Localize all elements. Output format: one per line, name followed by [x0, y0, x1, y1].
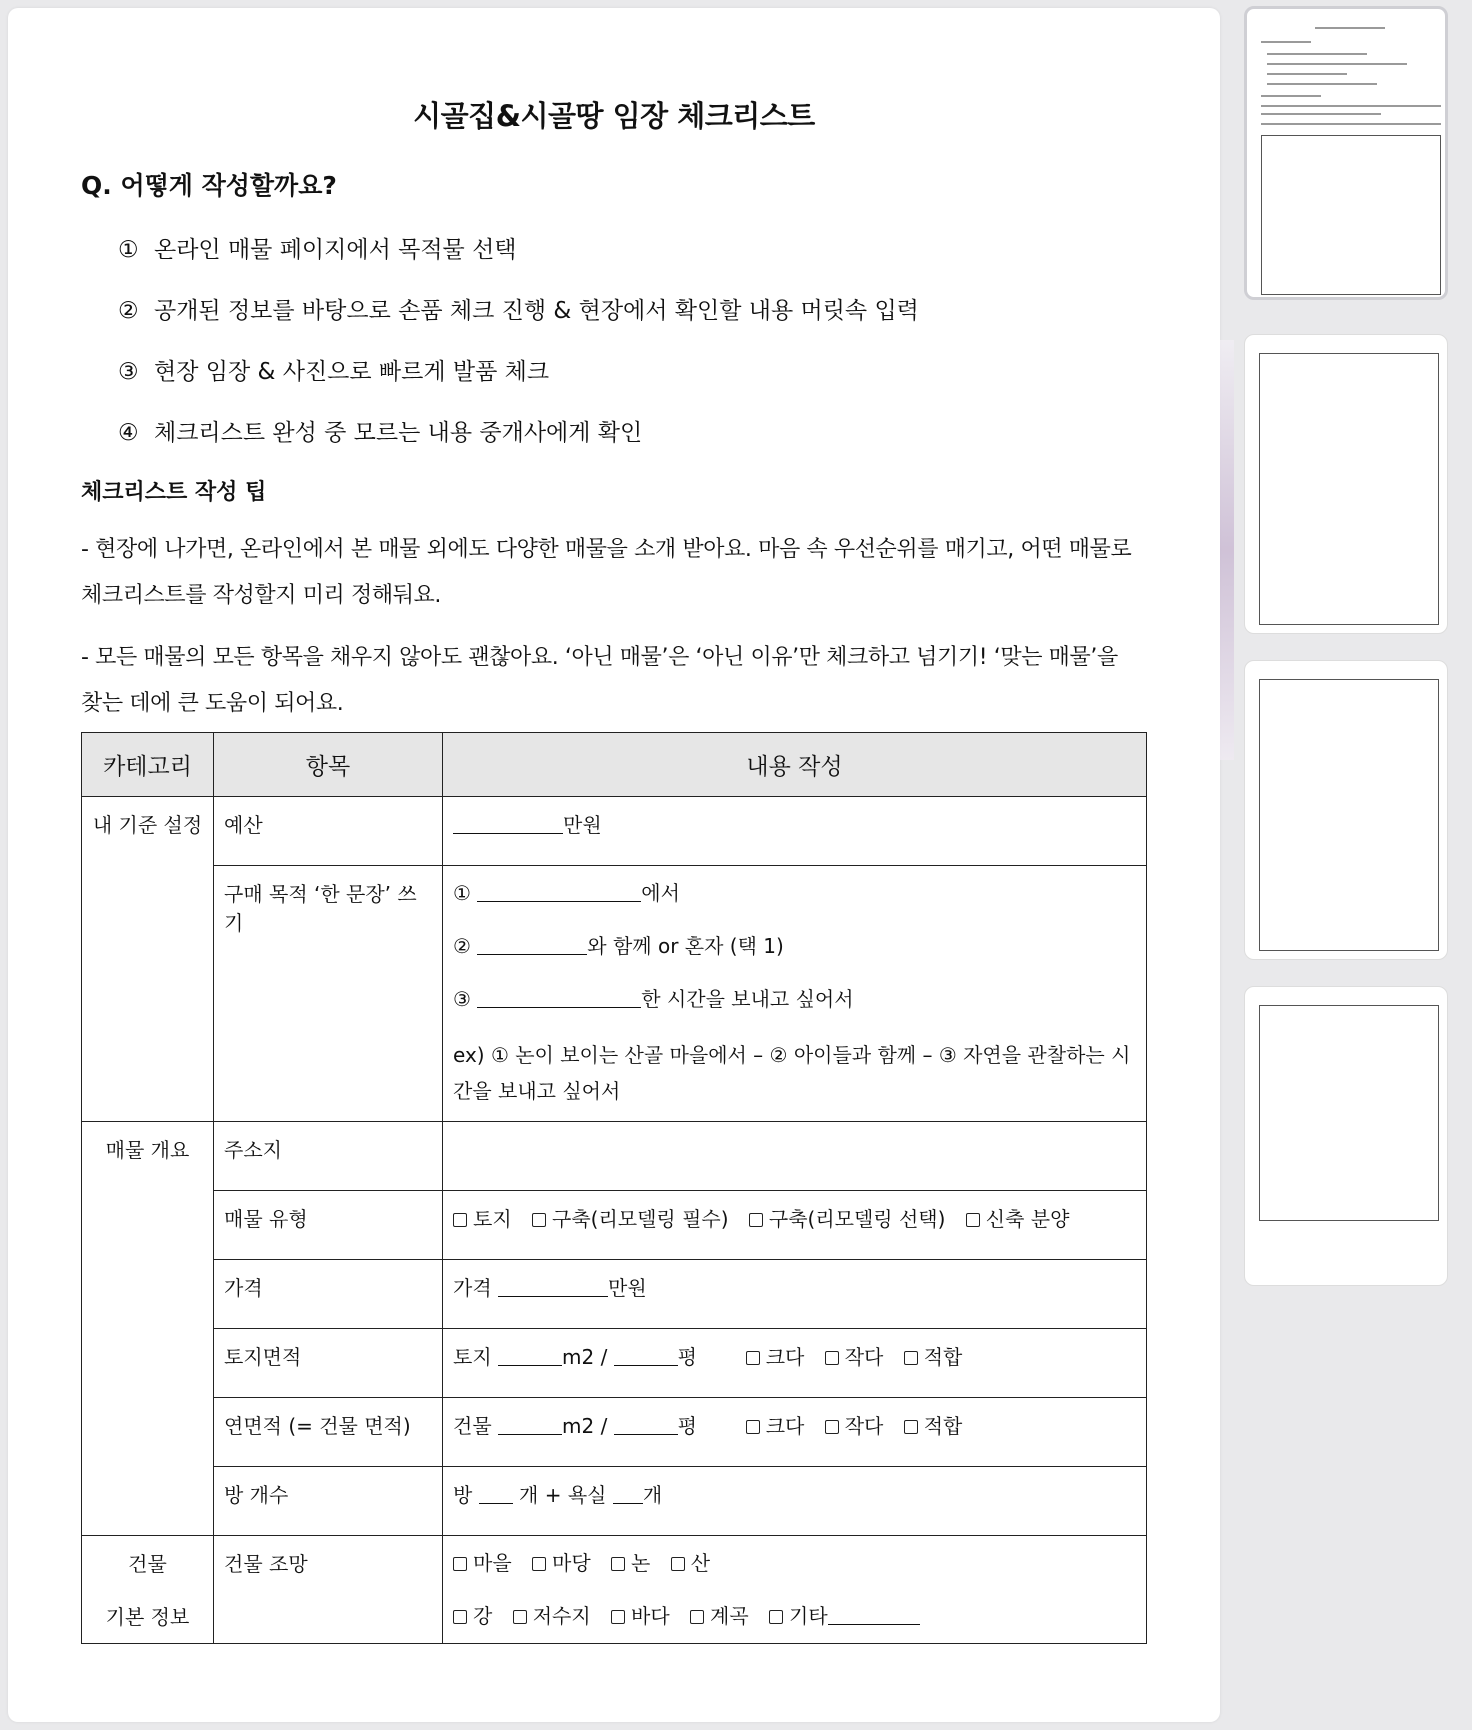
purpose-line-1: [453, 878, 1136, 908]
line-text: 와 함께 or 혼자 (택 1): [587, 934, 784, 958]
table-row: [82, 1329, 1147, 1398]
category-cell: 내 기준 설정: [82, 797, 214, 1122]
blank-field[interactable]: [479, 1482, 513, 1504]
table-row: [82, 1536, 1147, 1644]
blank-field[interactable]: [477, 986, 641, 1008]
content-cell: [443, 1191, 1147, 1260]
checkbox[interactable]: [746, 1351, 760, 1365]
step-2: [118, 292, 919, 325]
step-number: ①: [118, 237, 139, 263]
table-row: [82, 1122, 1147, 1191]
checkbox[interactable]: [749, 1213, 763, 1227]
step-4: [118, 414, 642, 447]
step-text: 공개된 정보를 바탕으로 손품 체크 진행 & 현장에서 확인할 내용 머릿속 입력: [154, 298, 919, 324]
step-number: ③: [118, 359, 139, 385]
item-cell: 예산: [214, 797, 443, 866]
document-page: [8, 8, 1220, 1722]
circled-number: ①: [453, 881, 471, 905]
content-cell[interactable]: [443, 866, 1147, 1122]
page-thumbnails-panel: [1240, 0, 1472, 1730]
step-text: 현장 임장 & 사진으로 빠르게 발품 체크: [154, 359, 550, 385]
option-label: 적합: [923, 1414, 963, 1438]
checkbox[interactable]: [611, 1610, 625, 1624]
option-label: 구축(리모델링 필수): [552, 1207, 729, 1231]
blank-field[interactable]: [477, 933, 587, 955]
question-heading: Q. 어떻게 작성할까요?: [81, 171, 337, 200]
checkbox[interactable]: [611, 1557, 625, 1571]
table-row: [82, 1467, 1147, 1536]
checkbox[interactable]: [453, 1610, 467, 1624]
content-cell: [443, 1536, 1147, 1644]
unit-text: 평: [677, 1414, 697, 1438]
checkbox[interactable]: [825, 1420, 839, 1434]
option-label: 산: [690, 1551, 711, 1575]
item-cell: 토지면적: [214, 1329, 443, 1398]
table-row: [82, 866, 1147, 1122]
checkbox[interactable]: [966, 1213, 980, 1227]
page-thumbnail-1[interactable]: [1244, 6, 1448, 300]
item-cell: 구매 목적 ‘한 문장’ 쓰기: [214, 866, 443, 1122]
content-cell[interactable]: [443, 1260, 1147, 1329]
checkbox[interactable]: [513, 1610, 527, 1624]
option-label: 논: [631, 1551, 651, 1575]
tip-1: - 현장에 나가면, 온라인에서 본 매물 외에도 다양한 매물을 소개 받아요. 마음 속 우선순위를 매기고, 어떤 매물로 체크리스트를 작성할지 미리 정해둬요.: [81, 537, 1132, 608]
purpose-line-3: [453, 984, 1136, 1014]
category-line-1: 건물: [128, 1552, 167, 1576]
step-text: 체크리스트 완성 중 모르는 내용 중개사에게 확인: [154, 420, 643, 446]
line-text: 개 + 욕실: [519, 1483, 607, 1507]
step-1: [118, 231, 517, 264]
blank-field[interactable]: [477, 880, 641, 902]
checkbox[interactable]: [453, 1213, 467, 1227]
blank-field[interactable]: [613, 1482, 643, 1504]
purpose-line-2: [453, 931, 1136, 961]
thumbnail-preview: [1253, 343, 1439, 625]
blank-field[interactable]: [498, 1344, 562, 1366]
line-text: 에서: [641, 881, 680, 905]
step-number: ④: [118, 420, 139, 446]
table-row: [82, 797, 1147, 866]
item-cell: 주소지: [214, 1122, 443, 1191]
option-label: 계곡: [710, 1604, 749, 1628]
blank-field[interactable]: [498, 1275, 608, 1297]
item-cell: 가격: [214, 1260, 443, 1329]
option-label: 저수지: [532, 1604, 591, 1628]
option-label: 마당: [552, 1551, 591, 1575]
option-label: 강: [473, 1604, 493, 1628]
tips-heading: 체크리스트 작성 팁: [81, 480, 267, 505]
option-label: 적합: [923, 1345, 963, 1369]
checkbox[interactable]: [769, 1610, 783, 1624]
checklist-table: [81, 732, 1147, 1644]
header-item: 항목: [214, 733, 443, 797]
thumbnail-preview: [1255, 17, 1437, 289]
circled-number: ③: [453, 987, 471, 1011]
content-cell[interactable]: [443, 1122, 1147, 1191]
content-cell[interactable]: [443, 797, 1147, 866]
option-label: 토지: [473, 1207, 512, 1231]
circled-number: ②: [453, 934, 471, 958]
option-label: 구축(리모델링 선택): [768, 1207, 946, 1231]
item-cell: 매물 유형: [214, 1191, 443, 1260]
unit-text: 개: [642, 1483, 663, 1507]
option-label: 작다: [844, 1414, 884, 1438]
option-label: 신축 분양: [985, 1207, 1070, 1231]
checkbox[interactable]: [532, 1557, 546, 1571]
unit-text: 평: [677, 1345, 697, 1369]
line-text: 건물: [453, 1414, 492, 1438]
blank-field[interactable]: [828, 1603, 920, 1625]
view-options-row-2: [453, 1601, 1136, 1631]
option-label: 크다: [765, 1414, 805, 1438]
divider-glow: [1220, 340, 1234, 760]
tip-2: - 모든 매물의 모든 항목을 채우지 않아도 괜찮아요. ‘아닌 매물’은 ‘아닌 이유’만 체크하고 넘기기! ‘맞는 매물’을 찾는 데에 큰 도움이 되어요.: [81, 645, 1118, 716]
thumbnail-preview: [1253, 669, 1439, 951]
option-label: 작다: [844, 1345, 884, 1369]
checkbox[interactable]: [690, 1610, 704, 1624]
checkbox[interactable]: [532, 1213, 546, 1227]
step-number: ②: [118, 298, 139, 324]
line-text: 한 시간을 보내고 싶어서: [641, 987, 854, 1011]
view-options-row-1: [453, 1548, 1136, 1578]
checkbox[interactable]: [904, 1420, 918, 1434]
header-category: 카테고리: [82, 733, 214, 797]
option-label: 크다: [765, 1345, 805, 1369]
category-cell: [82, 1536, 214, 1644]
content-cell[interactable]: [443, 1467, 1147, 1536]
item-cell: 방 개수: [214, 1467, 443, 1536]
table-row: [82, 1260, 1147, 1329]
line-text: 토지: [453, 1345, 492, 1369]
checkbox[interactable]: [825, 1351, 839, 1365]
thumbnail-preview: [1253, 995, 1439, 1277]
unit-text: 만원: [563, 813, 602, 837]
document-title: 시골집&시골땅 임장 체크리스트: [413, 99, 815, 133]
unit-text: 만원: [608, 1276, 647, 1300]
header-content: 내용 작성: [443, 733, 1147, 797]
blank-field[interactable]: [614, 1413, 678, 1435]
checkbox[interactable]: [671, 1557, 685, 1571]
category-line-2: 기본 정보: [105, 1605, 190, 1629]
blank-field[interactable]: [614, 1344, 678, 1366]
table-row: [82, 1191, 1147, 1260]
option-label: 기타: [789, 1604, 828, 1628]
table-header-row: [82, 733, 1147, 797]
content-cell[interactable]: [443, 1329, 1147, 1398]
blank-field[interactable]: [498, 1413, 562, 1435]
option-label: 바다: [631, 1604, 670, 1628]
unit-text: m2 /: [562, 1345, 608, 1369]
page-thumbnail-2[interactable]: [1244, 334, 1448, 634]
step-3: [118, 353, 549, 386]
step-text: 온라인 매물 페이지에서 목적물 선택: [154, 237, 517, 263]
item-cell: 건물 조망: [214, 1536, 443, 1644]
category-cell: 매물 개요: [82, 1122, 214, 1536]
line-text: 가격: [453, 1276, 492, 1300]
unit-text: m2 /: [562, 1414, 608, 1438]
checkbox[interactable]: [904, 1351, 918, 1365]
purpose-example: ex) ① 논이 보이는 산골 마을에서 – ② 아이들과 함께 – ③ 자연을 관찰하는 시간을 보내고 싶어서: [453, 1043, 1131, 1103]
option-label: 마을: [473, 1551, 512, 1575]
item-cell: 연면적 (= 건물 면적): [214, 1398, 443, 1467]
blank-field[interactable]: [453, 812, 563, 834]
checkbox[interactable]: [453, 1557, 467, 1571]
checkbox[interactable]: [746, 1420, 760, 1434]
content-cell[interactable]: [443, 1398, 1147, 1467]
line-text: 방: [453, 1483, 473, 1507]
page-thumbnail-3[interactable]: [1244, 660, 1448, 960]
table-row: [82, 1398, 1147, 1467]
page-thumbnail-4[interactable]: [1244, 986, 1448, 1286]
